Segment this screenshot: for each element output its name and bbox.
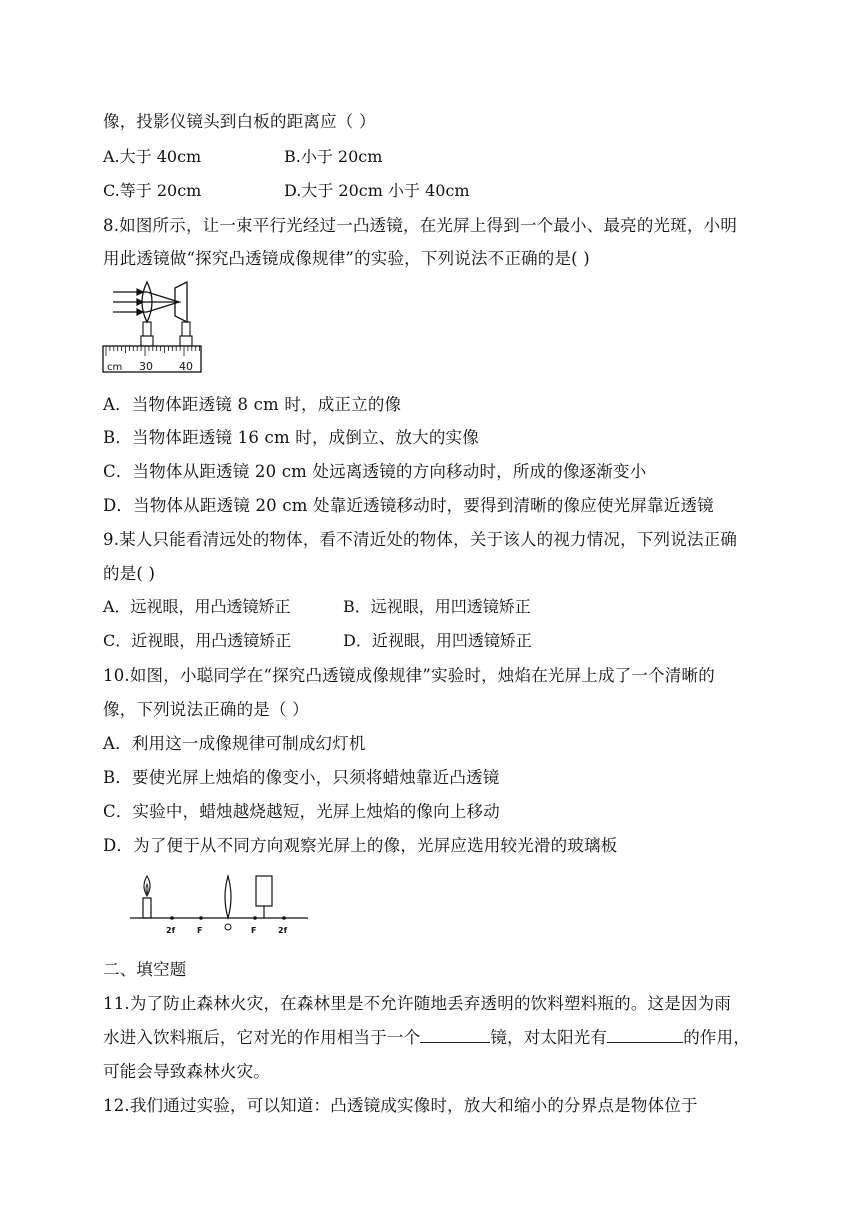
q12-stem-line1: 12.我们通过实验，可以知道：凸透镜成实像时，放大和缩小的分界点是物体位于: [103, 1096, 698, 1115]
q11-text-part2: 镜，对太阳光有: [490, 1028, 608, 1047]
section-title-fill-in: 二、填空题: [103, 960, 187, 979]
q10-option-d: D．为了便于从不同方向观察光屏上的像，光屏应选用较光滑的玻璃板: [103, 836, 618, 855]
q11-blank-2[interactable]: [607, 1028, 683, 1043]
bench-label-2f-right: 2f: [278, 926, 288, 935]
q9-option-d: D．近视眼，用凹透镜矫正: [343, 631, 532, 650]
q10-stem-line2: 像，下列说法正确的是（ ）: [103, 700, 309, 719]
q9-option-b: B．远视眼，用凹透镜矫正: [343, 597, 531, 616]
q11-stem-line3: 可能会导致森林火灾。: [103, 1062, 270, 1081]
q9-option-a: A．远视眼，用凸透镜矫正: [103, 597, 291, 616]
q7-stem-tail: 像，投影仪镜头到白板的距离应（ ）: [103, 112, 376, 131]
q11-text-part3: 的作用，: [683, 1028, 751, 1047]
q9-stem-line2: 的是( ): [103, 564, 156, 583]
bench-label-2f-left: 2f: [166, 926, 176, 935]
q8-stem-line2: 用此透镜做“探究凸透镜成像规律”的实验，下列说法不正确的是( ): [103, 249, 590, 268]
q11-text-part1: 水进入饮料瓶后，它对光的作用相当于一个: [103, 1028, 421, 1047]
ruler-tick-40: 40: [179, 360, 193, 373]
q8-stem-line1: 8.如图所示，让一束平行光经过一凸透镜，在光屏上得到一个最小、最亮的光斑，小明: [103, 216, 738, 235]
q9-option-c: C．近视眼，用凸透镜矫正: [103, 631, 292, 650]
q8-lens-figure: [103, 280, 203, 375]
q7-option-a: A.大于 40cm: [103, 147, 202, 166]
q7-option-c: C.等于 20cm: [103, 181, 202, 200]
ruler-unit: cm: [107, 362, 123, 373]
q11-blank-1[interactable]: [420, 1028, 490, 1043]
q11-stem-line1: 11.为了防止森林火灾，在森林里是不允许随地丢弃透明的饮料塑料瓶的。这是因为雨: [103, 994, 732, 1013]
ruler-tick-30: 30: [139, 360, 153, 373]
bench-label-f-right: F: [251, 926, 257, 935]
q9-stem-line1: 9.某人只能看清远处的物体，看不清近处的物体，关于该人的视力情况，下列说法正确: [103, 530, 738, 549]
q7-option-d: D.大于 20cm 小于 40cm: [284, 181, 470, 200]
q11-stem-line2: [103, 1024, 750, 1048]
q8-option-d: D．当物体从距透镜 20 cm 处靠近透镜移动时，要得到清晰的像应使光屏靠近透镜: [103, 496, 714, 515]
q10-option-a: A．利用这一成像规律可制成幻灯机: [103, 734, 366, 753]
q7-option-b: B.小于 20cm: [284, 147, 383, 166]
q10-option-b: B．要使光屏上烛焰的像变小，只须将蜡烛靠近凸透镜: [103, 768, 500, 787]
q8-option-c: C．当物体从距透镜 20 cm 处远离透镜的方向移动时，所成的像逐渐变小: [103, 462, 647, 481]
bench-label-f-left: F: [197, 926, 203, 935]
q10-bench-figure: [128, 872, 310, 937]
q8-option-a: A．当物体距透镜 8 cm 时，成正立的像: [103, 395, 402, 414]
q10-stem-line1: 10.如图，小聪同学在“探究凸透镜成像规律”实验时，烛焰在光屏上成了一个清晰的: [103, 666, 715, 685]
q10-option-c: C．实验中，蜡烛越烧越短，光屏上烛焰的像向上移动: [103, 802, 500, 821]
q8-option-b: B．当物体距透镜 16 cm 时，成倒立、放大的实像: [103, 428, 479, 447]
